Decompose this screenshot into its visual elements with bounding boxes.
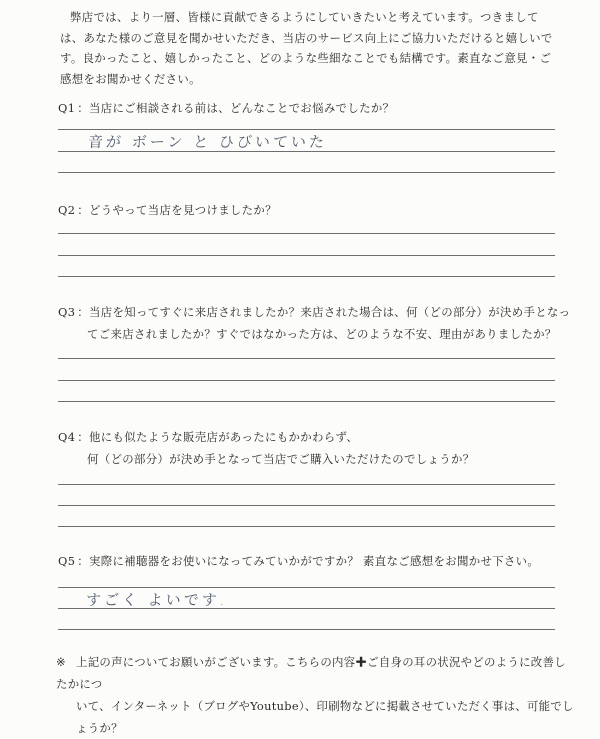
question-3	[58, 301, 570, 345]
answer-line	[58, 151, 555, 152]
question-number: Q5	[58, 554, 76, 568]
question-number: Q2	[58, 203, 76, 217]
question-text-continued: 何（どの部分）が決め手となって当店でご購入いただけたのでしょうか？	[87, 452, 475, 466]
answer-line	[58, 233, 555, 234]
answer-line	[58, 172, 555, 173]
question-number: Q1	[58, 101, 76, 115]
answer-line	[58, 255, 555, 256]
question-text: 実際に補聴器をお使いになってみていかがですか？ 素直なご感想をお聞かせ下さい。	[89, 554, 540, 568]
answer-line	[58, 129, 555, 130]
question-separator: ：	[77, 305, 90, 319]
reference-mark-icon: ※	[56, 655, 66, 669]
answer-line	[58, 587, 555, 588]
question-4	[58, 426, 474, 470]
question-text-continued: てご来店されましたか？すぐではなかった方は、どのような不安、理由がありましたか？	[87, 327, 557, 341]
answer-line	[58, 505, 555, 506]
answer-line	[58, 629, 555, 630]
question-1	[58, 97, 394, 119]
answer-line	[58, 608, 555, 609]
footnote	[56, 651, 576, 739]
answer-line	[58, 358, 555, 359]
footnote-text-continued: いて、インターネット（ブログやYoutube）、印刷物などに掲載させていただく事は、可能でしょうか？	[76, 699, 574, 735]
question-separator: ：	[77, 430, 90, 444]
question-text: どうやって当店を見つけましたか？	[89, 203, 277, 217]
question-separator: ：	[77, 101, 90, 115]
intro-paragraph: 弊店では、より一層、皆様に貢献できるようにしていきたいと考えています。つきましては、あなた様のご意見を聞かせいただき、当店のサービス向上にご協力いただけると嬉しいです。良かったこと、嬉しかったこと、どのような些細なことでも結構です。素直なご意見・ご感想をお聞かせください。	[60, 10, 553, 86]
answer-1-handwriting: 音が ボーン と ひびいていた	[87, 133, 328, 151]
answer-line	[58, 276, 555, 277]
question-text: 当店を知ってすぐに来店されましたか？来店された場合は、何（どの部分）が決め手となっ	[89, 305, 571, 319]
footnote-text: 上記の声についてお願いがございます。こちらの内容✚ご自身の耳の状況やどのように改善したかにつ	[56, 655, 566, 691]
answer-line	[58, 526, 555, 527]
question-5	[58, 550, 539, 572]
question-separator: ：	[77, 554, 90, 568]
answer-line	[58, 380, 555, 381]
question-2	[58, 199, 277, 221]
answer-5-handwriting: すごく よいです.	[85, 591, 229, 609]
question-number: Q3	[58, 305, 76, 319]
question-text: 当店にご相談される前は、どんなことでお悩みでしたか？	[89, 101, 395, 115]
question-number: Q4	[58, 430, 76, 444]
question-separator: ：	[77, 203, 90, 217]
answer-line	[58, 401, 555, 402]
answer-line	[58, 484, 555, 485]
question-text: 他にも似たような販売店があったにもかかわらず、	[89, 430, 359, 444]
